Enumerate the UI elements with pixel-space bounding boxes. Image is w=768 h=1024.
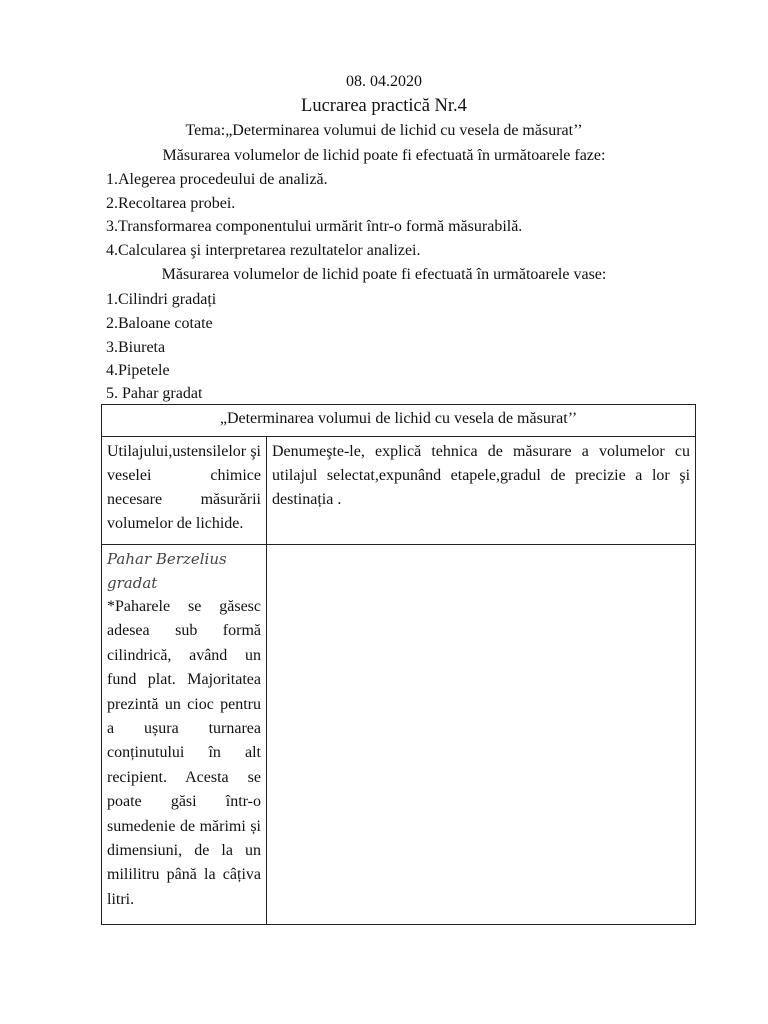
equipment-description: *Paharele se găsesc adesea sub formă cilindrică, având un fund plat. Majoritatea prezintă un cioc pentru a ușura turnarea conținutului în alt recipient. Acesta se poate găsi într-o sumedenie de mărimi și dimensiuni, de la un mililitru până la câțiva litri. xyxy=(107,598,261,908)
document-date: 08. 04.2020 xyxy=(346,73,422,90)
vessels-intro: Măsurarea volumelor de lichid poate fi efectuată în următoarele vase: xyxy=(161,266,607,283)
equipment-cell xyxy=(102,545,267,925)
vessel-item-2: 2.Baloane cotate xyxy=(106,315,213,332)
vessel-item-3: 3.Biureta xyxy=(106,339,166,356)
measurement-table xyxy=(101,404,696,925)
vessel-item-1: 1.Cilindri gradați xyxy=(106,291,217,308)
column-header-equipment: Utilajului,ustensilelor şi veselei chimice necesare măsurării volumelor de lichide. xyxy=(102,437,267,545)
phase-item-3: 3.Transformarea componentului urmărit într-o formă măsurabilă. xyxy=(106,218,523,235)
document-title: Lucrarea practică Nr.4 xyxy=(301,96,467,116)
phase-item-2: 2.Recoltarea probei. xyxy=(106,195,236,212)
table-heading: „Determinarea volumui de lichid cu vesela de măsurat’’ xyxy=(102,405,696,437)
equipment-name: Pahar Berzelius gradat xyxy=(107,550,227,592)
vessel-item-5: 5. Pahar gradat xyxy=(106,385,203,402)
table-row xyxy=(102,545,696,925)
explanation-cell xyxy=(267,545,696,925)
phase-item-1: 1.Alegerea procedeului de analiză. xyxy=(106,171,328,188)
phases-intro: Măsurarea volumelor de lichid poate fi efectuată în următoarele faze: xyxy=(162,147,606,164)
table-header-row xyxy=(102,437,696,545)
phase-item-4: 4.Calcularea şi interpretarea rezultatelor analizei. xyxy=(106,242,421,259)
vessel-item-4: 4.Pipetele xyxy=(106,362,170,379)
table-heading-row xyxy=(102,405,696,437)
column-header-explanation: Denumeşte-le, explică tehnica de măsurare a volumelor cu utilajul selectat,expunând etapele,gradul de precizie a lor şi destinația . xyxy=(267,437,696,545)
document-topic: Tema:„Determinarea volumui de lichid cu vesela de măsurat’’ xyxy=(185,122,583,139)
